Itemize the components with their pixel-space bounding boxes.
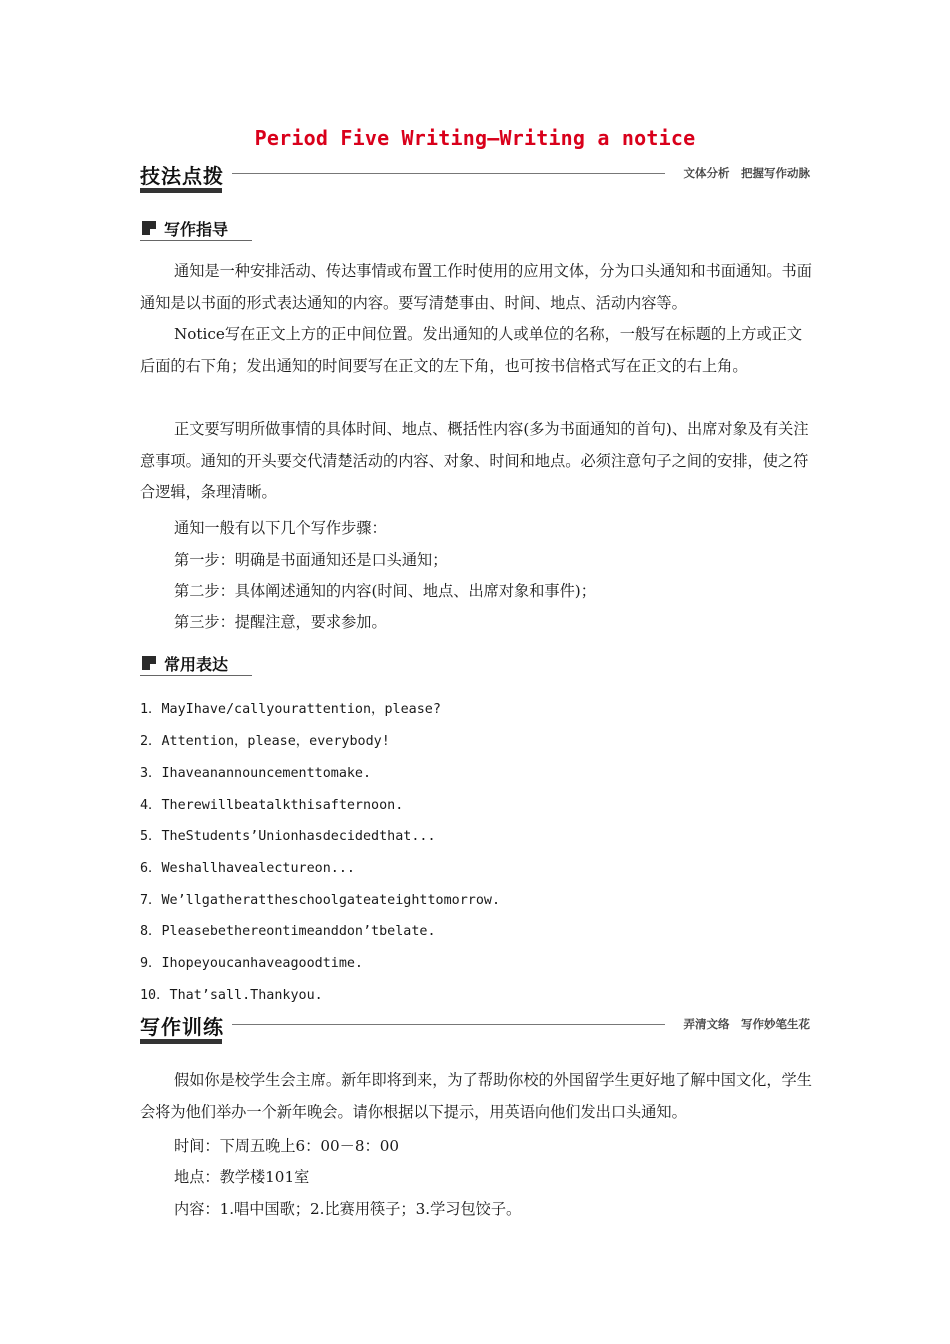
expression-item: 9．Ihopeyoucanhaveagoodtime. — [140, 956, 363, 971]
page-title: Period Five Writing—Writing a notice — [254, 126, 696, 150]
task-place: 地点：教学楼101室 — [174, 1168, 310, 1186]
step-item: 第二步：具体阐述通知的内容(时间、地点、出席对象和事件)； — [174, 582, 596, 600]
guide-paragraph-1: 通知是一种安排活动、传达事情或布置工作时使用的应用文体，分为口头通知和书面通知。书面通知是以书面的形式表达通知的内容。要写清楚事由、时间、地点、活动内容等。 — [140, 262, 812, 312]
task-time: 时间：下周五晚上6：00－8：00 — [174, 1137, 400, 1155]
section-underline — [140, 240, 252, 241]
section-square-icon — [142, 221, 156, 235]
expression-item: 3．Ihaveanannouncementtomake. — [140, 766, 372, 781]
expression-item: 5．TheStudents’Unionhasdecidedthat... — [140, 829, 436, 844]
expression-item: 10．That’sall.Thankyou. — [140, 988, 323, 1003]
expression-item: 8．Pleasebethereontimeanddon’tbelate. — [140, 924, 436, 939]
expression-item: 2．Attention，please，everybody! — [140, 734, 390, 749]
step-item: 第一步：明确是书面通知还是口头通知； — [174, 551, 448, 569]
band-techniques — [140, 160, 810, 194]
band-writing-practice — [140, 1011, 810, 1045]
section-common-expressions — [140, 651, 252, 675]
task-prompt: 假如你是校学生会主席。新年即将到来，为了帮助你校的外国留学生更好地了解中国文化，学生会将为他们举办一个新年晚会。请你根据以下提示，用英语向他们发出口头通知。 — [140, 1071, 812, 1121]
task-content: 内容：1.唱中国歌；2.比赛用筷子；3.学习包饺子。 — [174, 1200, 522, 1218]
expression-item: 4．Therewillbeatalkthisafternoon. — [140, 798, 404, 813]
band-divider — [232, 173, 665, 174]
expression-item: 1．MayIhave/callyourattention，please? — [140, 702, 441, 717]
expression-item: 7．We’llgatherattheschoolgateateighttomorrow. — [140, 893, 501, 908]
guide-paragraph-3: 正文要写明所做事情的具体时间、地点、概括性内容(多为书面通知的首句)、出席对象及有关注意事项。通知的开头要交代清楚活动的内容、对象、时间和地点。必须注意句子之间的安排，使之符合逻辑，条理清晰。 — [140, 420, 809, 501]
band-underbar — [140, 188, 222, 193]
band-underbar — [140, 1039, 222, 1044]
step-item: 第三步：提醒注意，要求参加。 — [174, 613, 387, 631]
band-writing-practice-label: 写作训练 — [140, 1015, 224, 1039]
section-underline — [140, 675, 252, 676]
section-writing-guide-label: 写作指导 — [164, 220, 229, 239]
guide-paragraph-2: Notice写在正文上方的正中间位置。发出通知的人或单位的名称，一般写在标题的上方或正文后面的右下角；发出通知的时间要写在正文的左下角，也可按书信格式写在正文的右上角。 — [140, 325, 803, 375]
section-writing-guide — [140, 216, 252, 240]
band-techniques-subtitle: 文体分析 把握写作动脉 — [683, 166, 810, 180]
expression-item: 6．Weshallhavealectureon... — [140, 861, 355, 876]
band-techniques-label: 技法点拨 — [140, 164, 224, 188]
steps-intro: 通知一般有以下几个写作步骤： — [174, 519, 387, 537]
section-square-icon — [142, 656, 156, 670]
band-writing-practice-subtitle: 弄清文络 写作妙笔生花 — [683, 1017, 810, 1031]
band-divider — [232, 1024, 665, 1025]
section-common-expressions-label: 常用表达 — [164, 655, 229, 674]
